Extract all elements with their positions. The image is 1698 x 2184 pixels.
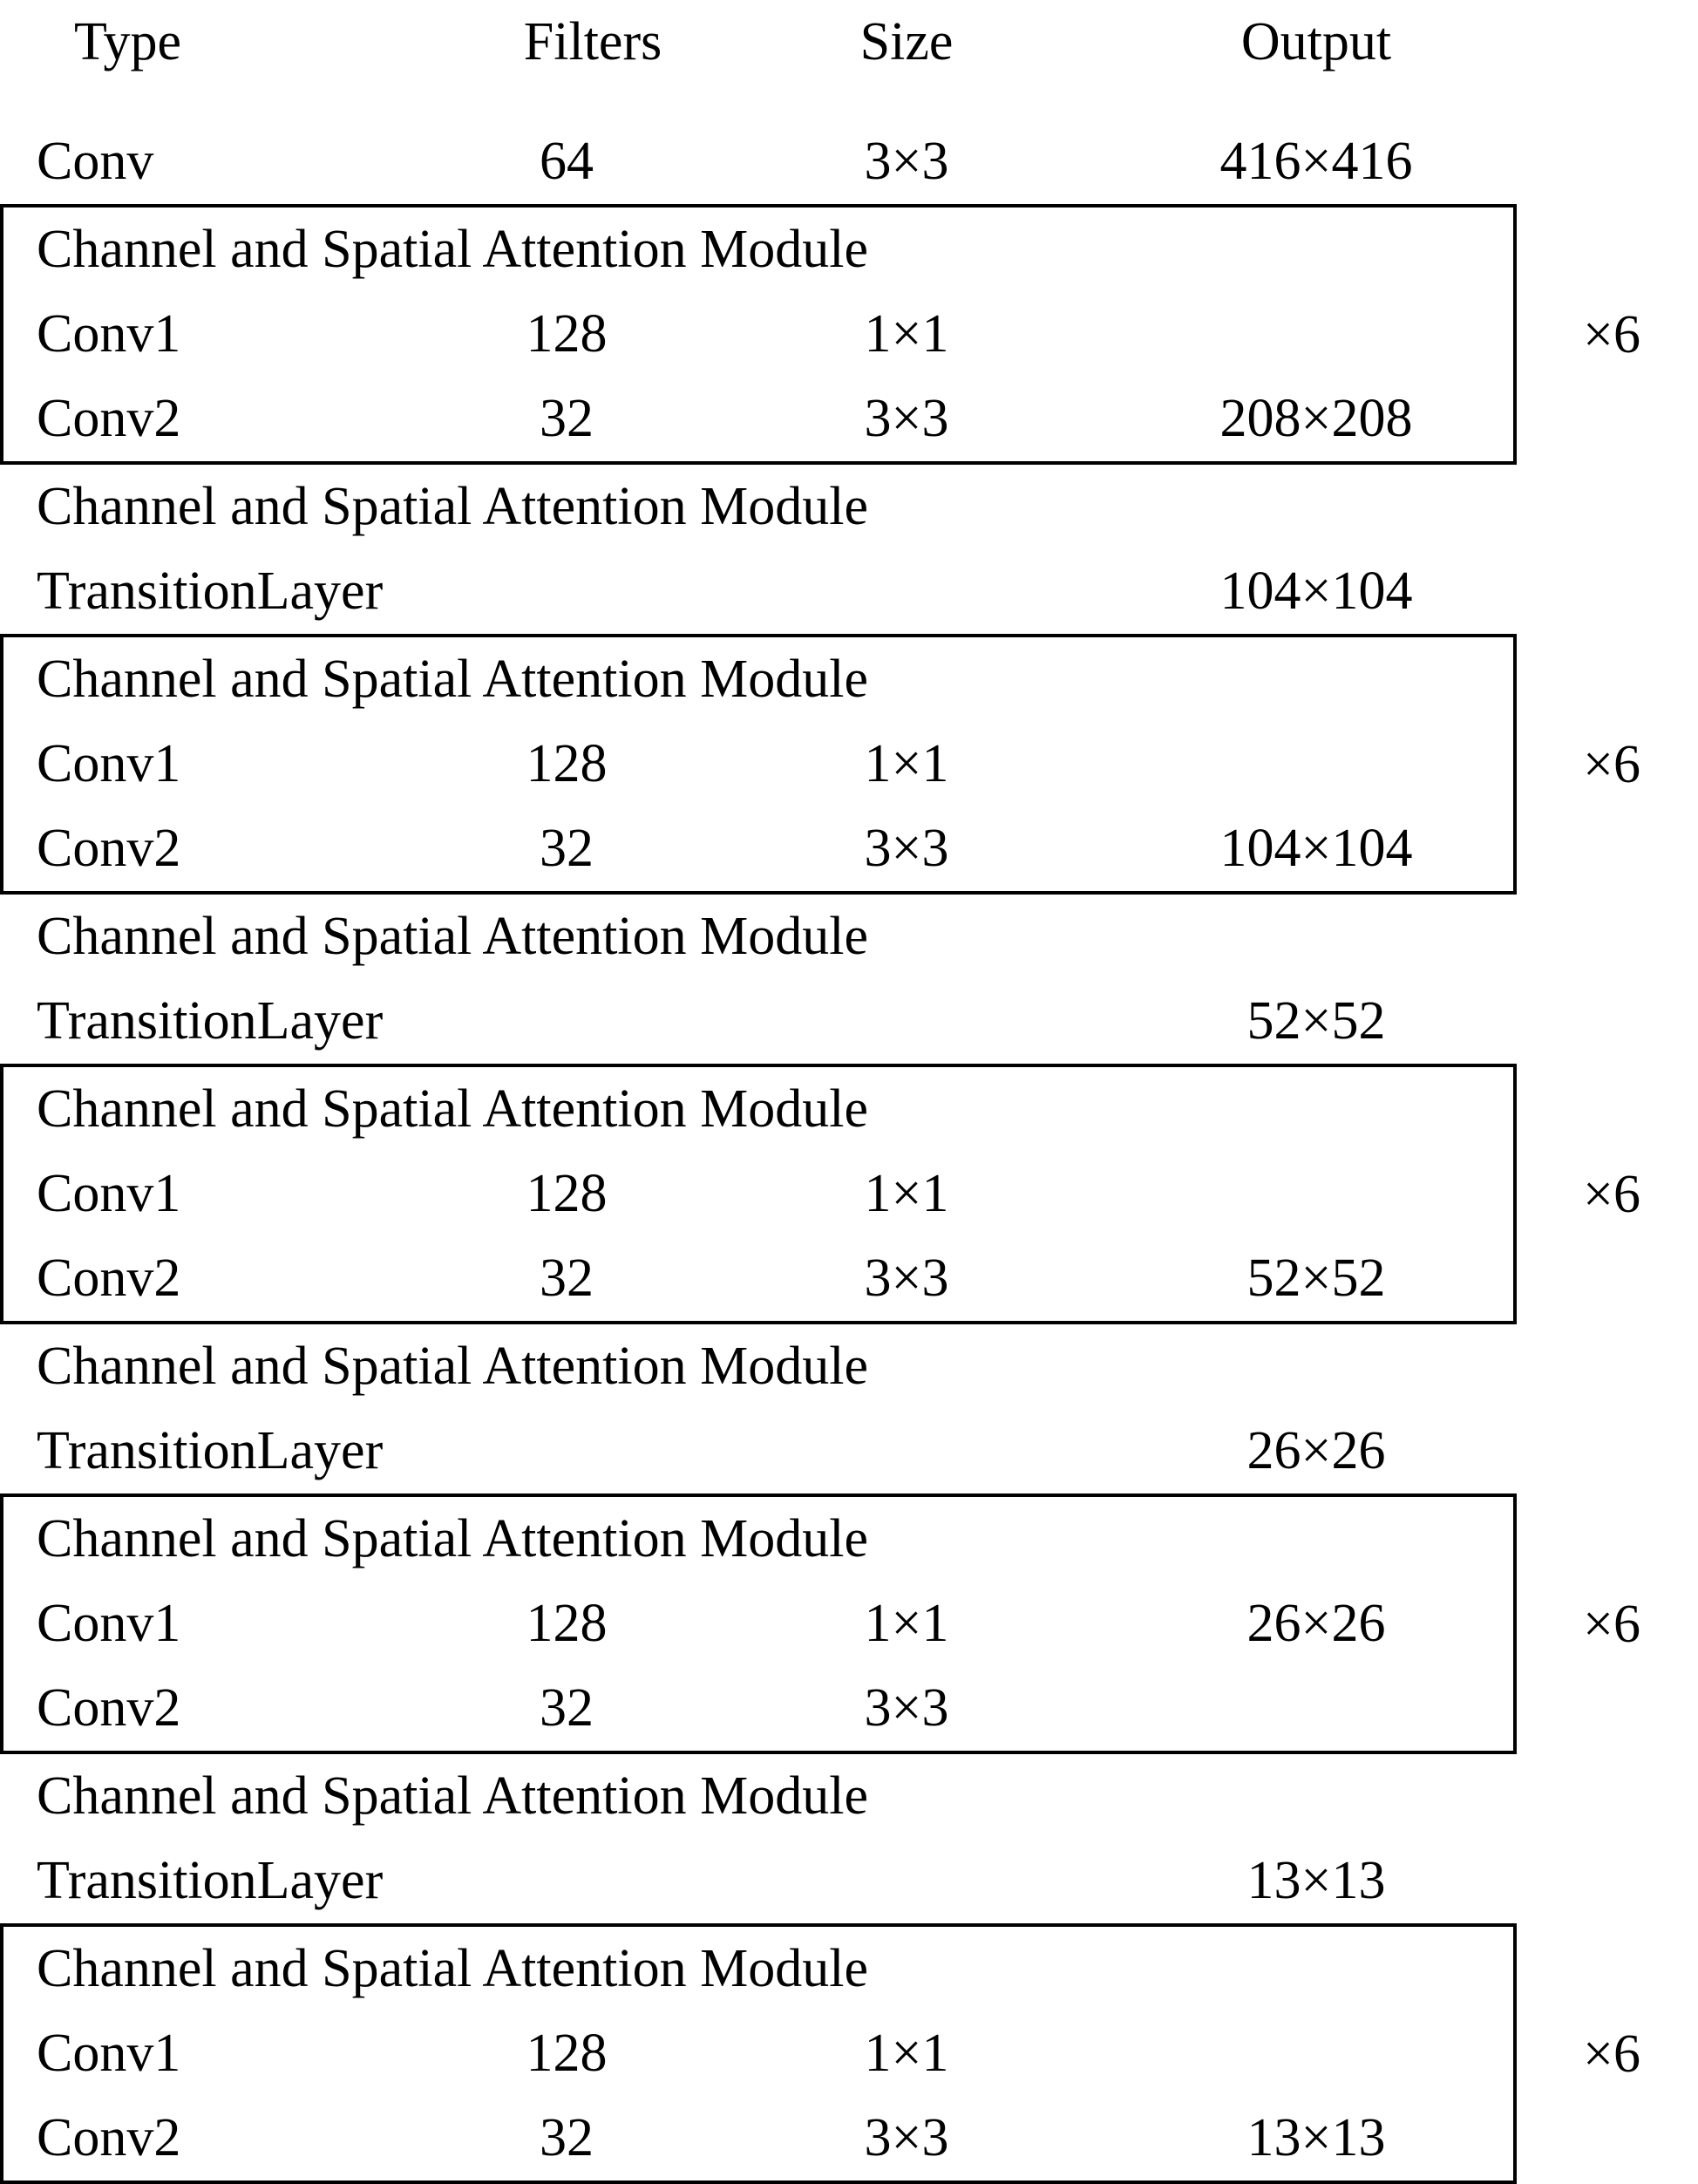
- cell-type: TransitionLayer: [37, 1421, 384, 1480]
- table-row-attention-module: [3, 1927, 1513, 2011]
- cell-filters: 128: [526, 734, 608, 793]
- cell-attention-label: Channel and Spatial Attention Module: [37, 220, 868, 279]
- column-header-type: Type: [74, 12, 182, 71]
- cell-type: Conv2: [37, 1678, 181, 1738]
- header-spacer: [0, 85, 1698, 119]
- table-row-attention-module: [0, 465, 1698, 549]
- cell-type: Conv1: [37, 2024, 181, 2083]
- cell-size: 1×1: [864, 2024, 949, 2083]
- cell-output: 52×52: [1246, 991, 1386, 1051]
- table-row-attention-module: [3, 1497, 1513, 1582]
- cell-size: 1×1: [864, 734, 949, 793]
- table-row-conv1: [3, 1152, 1513, 1236]
- table-row-conv1: [3, 722, 1513, 806]
- cell-filters: 32: [540, 819, 594, 878]
- cell-size: 3×3: [864, 1678, 949, 1738]
- table-row-attention-module: [0, 1754, 1698, 1839]
- table-row-conv2: [3, 806, 1513, 891]
- cell-output: 26×26: [1246, 1594, 1386, 1653]
- cell-size: 3×3: [864, 819, 949, 878]
- cell-output: 104×104: [1219, 819, 1413, 878]
- cell-output: 416×416: [1219, 132, 1413, 191]
- cell-attention-label: Channel and Spatial Attention Module: [37, 477, 868, 536]
- cell-size: 3×3: [864, 2108, 949, 2167]
- column-header-size: Size: [859, 12, 954, 71]
- column-header-output: Output: [1240, 12, 1392, 71]
- cell-output: 26×26: [1246, 1421, 1386, 1480]
- table-row-conv1: [3, 1582, 1513, 1666]
- cell-type: TransitionLayer: [37, 561, 384, 621]
- cell-filters: 128: [526, 1164, 608, 1223]
- cell-type: Conv1: [37, 304, 181, 364]
- table-row-transition-layer: [0, 1409, 1698, 1493]
- cell-type: Conv1: [37, 1164, 181, 1223]
- cell-size: 3×3: [864, 389, 949, 448]
- cell-filters: 64: [540, 132, 594, 191]
- table-row-attention-module: [3, 1067, 1513, 1152]
- block-multiplier: ×6: [1583, 2024, 1640, 2084]
- block-multiplier: ×6: [1583, 304, 1640, 364]
- table-row-attention-module: [3, 208, 1513, 292]
- cell-filters: 32: [540, 389, 594, 448]
- table-row-transition-layer: [0, 979, 1698, 1064]
- table-header-row: [0, 0, 1698, 85]
- table-row-transition-layer: [0, 1839, 1698, 1923]
- table-row-conv2: [3, 2096, 1513, 2181]
- table-row-conv1: [3, 2011, 1513, 2096]
- cell-filters: 128: [526, 1594, 608, 1653]
- column-header-filters: Filters: [523, 12, 662, 71]
- table-row-transition-layer: [0, 549, 1698, 634]
- dense-block-2: [0, 634, 1640, 895]
- table-row-attention-module: [0, 1324, 1698, 1409]
- cell-type: Conv2: [37, 2108, 181, 2167]
- cell-attention-label: Channel and Spatial Attention Module: [37, 1766, 868, 1826]
- cell-filters: 32: [540, 2108, 594, 2167]
- dense-block-5: [0, 1923, 1640, 2184]
- cell-type: Conv2: [37, 389, 181, 448]
- block-multiplier: ×6: [1583, 734, 1640, 794]
- cell-type: TransitionLayer: [37, 1851, 384, 1910]
- table-row-conv1: [3, 292, 1513, 377]
- table-row-conv2: [3, 377, 1513, 461]
- cell-filters: 32: [540, 1248, 594, 1308]
- table-row-conv2: [3, 1236, 1513, 1321]
- cell-size: 3×3: [864, 132, 949, 191]
- table-row-conv2: [3, 1666, 1513, 1751]
- dense-block-1: [0, 204, 1640, 465]
- cell-size: 1×1: [864, 1164, 949, 1223]
- cell-type: TransitionLayer: [37, 991, 384, 1051]
- cell-output: 13×13: [1246, 2108, 1386, 2167]
- table-row-attention-module: [0, 895, 1698, 979]
- cell-attention-label: Channel and Spatial Attention Module: [37, 1337, 868, 1396]
- cell-output: 52×52: [1246, 1248, 1386, 1308]
- cell-size: 1×1: [864, 304, 949, 364]
- cell-output: 104×104: [1219, 561, 1413, 621]
- cell-size: 3×3: [864, 1248, 949, 1308]
- block-multiplier: ×6: [1583, 1164, 1640, 1224]
- cell-attention-label: Channel and Spatial Attention Module: [37, 907, 868, 966]
- cell-size: 1×1: [864, 1594, 949, 1653]
- cell-attention-label: Channel and Spatial Attention Module: [37, 1509, 868, 1568]
- cell-attention-label: Channel and Spatial Attention Module: [37, 1079, 868, 1139]
- cell-type: Conv2: [37, 819, 181, 878]
- dense-block-4: [0, 1493, 1640, 1754]
- cell-filters: 32: [540, 1678, 594, 1738]
- cell-type: Conv2: [37, 1248, 181, 1308]
- cell-type: Conv1: [37, 1594, 181, 1653]
- table-row-conv: [0, 119, 1698, 204]
- block-multiplier: ×6: [1583, 1594, 1640, 1654]
- cell-filters: 128: [526, 2024, 608, 2083]
- cell-output: 13×13: [1246, 1851, 1386, 1910]
- dense-block-3: [0, 1064, 1640, 1324]
- cell-filters: 128: [526, 304, 608, 364]
- cell-type: Conv1: [37, 734, 181, 793]
- cell-type: Conv: [37, 132, 154, 191]
- cell-attention-label: Channel and Spatial Attention Module: [37, 650, 868, 709]
- table-row-attention-module: [3, 637, 1513, 722]
- cell-output: 208×208: [1219, 389, 1413, 448]
- cell-attention-label: Channel and Spatial Attention Module: [37, 1939, 868, 1998]
